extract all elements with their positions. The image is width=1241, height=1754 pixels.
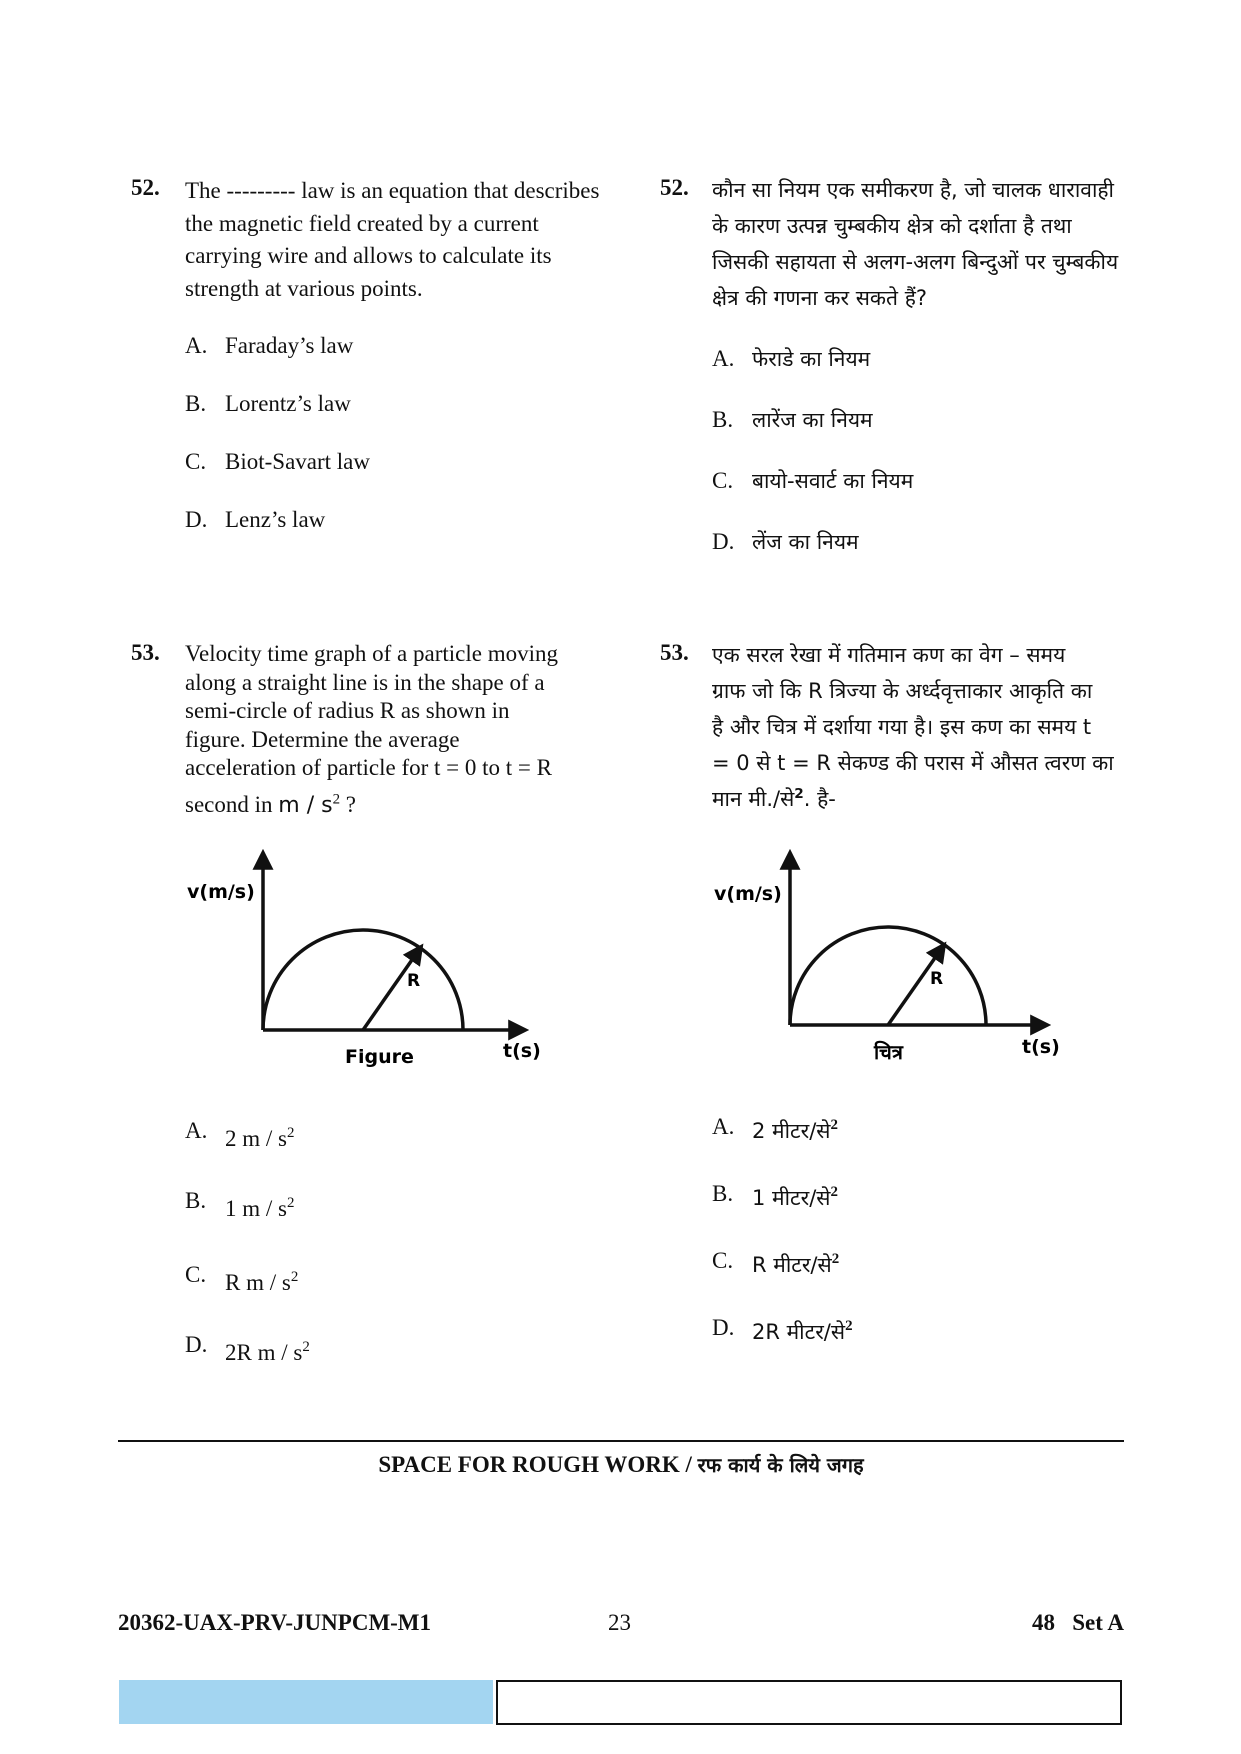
option-value: 1 m / s — [225, 1196, 287, 1221]
option-value: 2 मीटर/से — [752, 1119, 831, 1143]
x-axis-label: t(s) — [503, 1040, 541, 1062]
option-label: C. — [712, 1248, 734, 1273]
option-label: B. — [185, 391, 207, 416]
q52-text-hi: कौन सा नियम एक समीकरण है, जो चालक धारावाही के कारण उत्पन्न चुम्बकीय क्षेत्र को दर्शाता है तथा जिसकी सहायता से अलग-अलग बिन्दुओं पर चुम्बकीय क्षेत्र की गणना कर सकते हैं? — [712, 178, 1119, 310]
velocity-time-graph-hi — [712, 845, 1072, 1075]
q53-option-c-en[interactable]: C. R m / $s^2$ — [185, 1262, 299, 1295]
q53-option-a-hi[interactable]: A. 2 मीटर/से$^2$ — [712, 1114, 838, 1143]
footer-blank-box — [496, 1680, 1122, 1725]
q52-option-b-en[interactable] — [185, 391, 351, 417]
q53-text-line: एक सरल रेखा में गतिमान कण का वेग – समय — [712, 643, 1066, 667]
option-label: C. — [712, 468, 734, 493]
q52-number-en: 52. — [131, 175, 160, 200]
page-number: 23 — [608, 1610, 631, 1635]
option-text: Faraday’s law — [225, 333, 354, 358]
q53-text-line: Velocity time graph of a particle moving — [185, 641, 558, 666]
q53-number-en: 53. — [131, 640, 160, 665]
q52-text-en: The --------- law is an equation that describes the magnetic field created by a current carrying wire and allows to calculate its strength at various points. — [185, 178, 600, 301]
q53-text-last-line: मान मी./से$^2$. है- — [712, 786, 836, 811]
option-label: C. — [185, 449, 207, 474]
y-axis-label: v(m/s) — [187, 881, 255, 903]
q52-option-c-hi[interactable] — [712, 467, 913, 495]
option-label: C. — [185, 1262, 207, 1287]
q53-option-c-hi[interactable]: C. R मीटर/से$^2$ — [712, 1248, 840, 1277]
option-text: बायो-सवार्ट का नियम — [752, 469, 914, 493]
q53-text-line: along a straight line is in the shape of a — [185, 669, 545, 695]
q53-option-a-en[interactable]: A. 2 m / $s^2$ — [185, 1118, 295, 1151]
x-axis-label: t(s) — [1022, 1036, 1060, 1058]
velocity-time-graph-en — [185, 845, 545, 1075]
q52-option-a-en[interactable] — [185, 333, 353, 359]
option-label: A. — [185, 1118, 208, 1143]
rough-work-divider — [118, 1440, 1124, 1442]
q53-text-hi — [712, 637, 1142, 817]
radius-label: R — [930, 969, 944, 989]
option-label: B. — [712, 407, 734, 432]
option-label: D. — [712, 1315, 735, 1340]
option-value: 2 m / s — [225, 1126, 287, 1151]
y-axis-label: v(m/s) — [714, 883, 782, 905]
option-label: D. — [185, 1332, 208, 1357]
q53-text-last-line: second in m / $s^2$ ? — [185, 790, 356, 818]
set-label: 48 Set A — [1032, 1610, 1124, 1635]
option-value: 2R मीटर/से — [752, 1320, 846, 1344]
q53-option-b-hi[interactable]: B. 1 मीटर/से$^2$ — [712, 1181, 838, 1210]
q53-text-line: figure. Determine the average — [185, 726, 460, 752]
option-label: B. — [712, 1181, 734, 1206]
option-value: 1 मीटर/से — [752, 1186, 831, 1210]
option-text: Lenz’s law — [225, 507, 326, 532]
option-text: लेंज का नियम — [752, 530, 859, 554]
q53-option-d-hi[interactable]: D. 2R मीटर/से$^2$ — [712, 1315, 853, 1344]
q53-text-line: है और चित्र में दर्शाया गया है। इस कण का समय t — [712, 715, 1092, 739]
option-label: A. — [712, 346, 735, 371]
option-text: Biot-Savart law — [225, 449, 370, 474]
semicircle-curve — [263, 930, 463, 1030]
option-label: D. — [712, 529, 735, 554]
semicircle-curve — [790, 927, 986, 1025]
option-text: लारेंज का नियम — [752, 408, 873, 432]
option-label: A. — [712, 1114, 735, 1139]
option-label: B. — [185, 1188, 207, 1213]
option-label: A. — [185, 333, 208, 358]
q53-number-hi: 53. — [660, 640, 689, 665]
q53-text-en — [185, 640, 615, 820]
footer-color-bar — [119, 1680, 493, 1724]
rough-work-heading: SPACE FOR ROUGH WORK / रफ कार्य के लिये जगह — [378, 1452, 864, 1477]
q52-number-hi: 52. — [660, 175, 689, 200]
q53-text-line: = 0 से t = R सेकण्ड की परास में औसत त्वरण का — [712, 751, 1114, 775]
option-value: R m / s — [225, 1270, 291, 1295]
radius-label: R — [407, 971, 421, 991]
option-text: Lorentz’s law — [225, 391, 351, 416]
q53-text-line: acceleration of particle for t = 0 to t = R — [185, 755, 552, 780]
q53-option-b-en[interactable]: B. 1 m / $s^2$ — [185, 1188, 295, 1221]
option-text: फेराडे का नियम — [752, 347, 871, 371]
figure-caption: चित्र — [874, 1040, 903, 1064]
paper-code: 20362-UAX-PRV-JUNPCM-M1 — [118, 1610, 432, 1635]
q52-option-c-en[interactable] — [185, 449, 370, 475]
option-value: R मीटर/से — [752, 1253, 832, 1277]
q53-option-d-en[interactable]: D. 2R m / $s^2$ — [185, 1332, 310, 1365]
q52-option-a-hi[interactable] — [712, 345, 870, 373]
figure-caption: Figure — [345, 1046, 414, 1068]
q52-option-d-hi[interactable] — [712, 528, 859, 556]
option-label: D. — [185, 507, 208, 532]
q53-text-line: semi-circle of radius R as shown in — [185, 698, 510, 723]
option-value: 2R m / s — [225, 1340, 303, 1365]
q52-option-b-hi[interactable] — [712, 406, 873, 434]
q52-option-d-en[interactable] — [185, 507, 325, 533]
q53-text-line: ग्राफ जो कि R त्रिज्या के अर्ध्दवृत्ताकार आकृति का — [712, 679, 1093, 703]
